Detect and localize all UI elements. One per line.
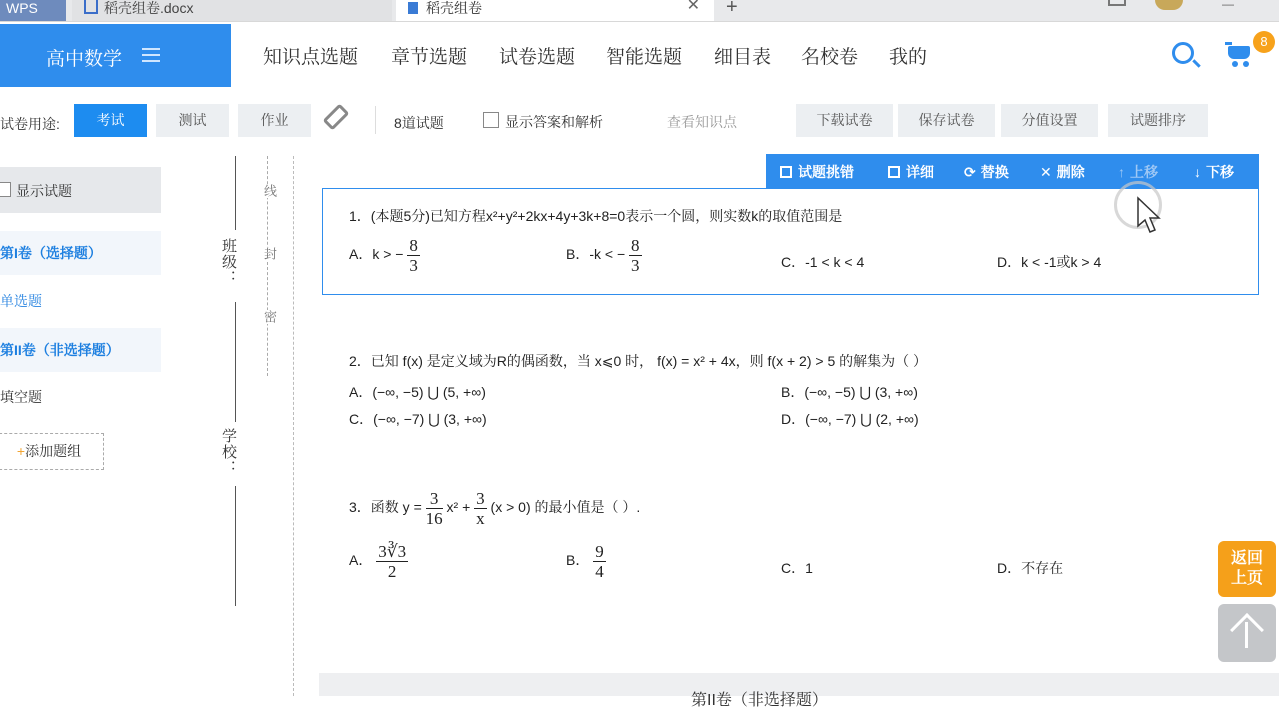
replace-button[interactable] xyxy=(964,162,1009,182)
brand-header xyxy=(0,24,231,87)
word-doc-icon xyxy=(84,0,98,14)
question-1-option-c[interactable]: C．-1 < k < 4 xyxy=(781,254,865,270)
minimize-icon[interactable]: — xyxy=(1222,0,1234,11)
move-up-label: 上移 xyxy=(1130,164,1158,180)
divider xyxy=(375,106,376,134)
paper-toolbar xyxy=(0,92,1279,148)
question-3-option-a[interactable] xyxy=(349,542,408,581)
tab-active-label: 稻壳组卷 xyxy=(426,0,482,16)
question-1-option-a[interactable] xyxy=(349,236,420,275)
show-answer-checkbox[interactable] xyxy=(483,112,499,128)
eraser-icon[interactable] xyxy=(318,104,352,138)
exam-button[interactable]: 考试 xyxy=(74,104,147,137)
section-title: 第II卷（非选择题） xyxy=(691,692,828,709)
question-3-option-b[interactable] xyxy=(566,542,606,581)
back-page-button[interactable] xyxy=(1218,541,1276,597)
fraction-numerator: 8 xyxy=(409,236,418,255)
subject-title[interactable]: 高中数学 xyxy=(46,49,123,70)
cart-badge: 8 xyxy=(1253,31,1275,53)
stem-suffix: (x > 0) 的最小值是（ ）. xyxy=(490,499,641,516)
nav-knowledge[interactable]: 知识点选题 xyxy=(263,47,359,68)
fraction xyxy=(593,542,606,581)
close-icon: ✕ xyxy=(1040,164,1052,180)
sidebar-item-fill[interactable]: 填空题 xyxy=(0,389,42,405)
fraction-denominator: 2 xyxy=(387,562,397,581)
show-questions-row[interactable] xyxy=(0,167,161,213)
move-up-button[interactable] xyxy=(1118,162,1158,182)
back-to-top-button[interactable] xyxy=(1218,604,1276,662)
tab-wps[interactable]: WPS xyxy=(0,0,66,21)
binding-line xyxy=(235,302,236,422)
tab-close-icon[interactable]: ✕ xyxy=(686,0,700,14)
fraction-numerator: 3 xyxy=(476,489,485,508)
seal-line-text: 线 xyxy=(262,184,277,198)
question-1-option-b[interactable] xyxy=(566,236,642,275)
nav-detail-table[interactable]: 细目表 xyxy=(714,47,772,68)
refresh-icon: ⟳ xyxy=(964,164,976,180)
fraction-denominator: x xyxy=(476,509,485,528)
arrow-up-icon: ↑ xyxy=(1118,164,1125,180)
report-error-label: 试题挑错 xyxy=(798,164,854,180)
sidebar-item-section1[interactable]: 第I卷（选择题） xyxy=(0,231,161,275)
stem-middle: x² + xyxy=(446,499,471,516)
list-icon xyxy=(888,166,900,178)
detail-button[interactable] xyxy=(888,162,934,182)
browser-tab-strip xyxy=(0,0,1279,22)
save-button[interactable]: 保存试卷 xyxy=(898,104,995,137)
top-navigation xyxy=(231,24,1279,87)
delete-label: 删除 xyxy=(1056,164,1085,180)
binding-line xyxy=(235,486,236,606)
fraction-denominator: 3 xyxy=(631,256,640,275)
show-questions-label: 显示试题 xyxy=(16,183,72,199)
fraction-numerator: 3∛3 xyxy=(378,542,407,561)
question-2-option-b[interactable]: B．(−∞, −5) ⋃ (3, +∞) xyxy=(781,384,918,400)
fraction-denominator: 4 xyxy=(595,562,604,581)
download-button[interactable]: 下载试卷 xyxy=(796,104,893,137)
delete-button[interactable] xyxy=(1040,162,1085,182)
move-down-label: 下移 xyxy=(1206,164,1234,180)
option-a-text: A． xyxy=(349,552,373,569)
option-b-text: B． xyxy=(566,552,590,569)
fraction xyxy=(407,236,420,275)
sidebar-item-section2[interactable]: 第II卷（非选择题） xyxy=(0,328,161,372)
seal-text: 封 xyxy=(262,247,277,261)
question-1-stem: 1．(本题5分)已知方程x²+y²+2kx+4y+3k+8=0表示一个圆，则实数k的取值范围是 xyxy=(349,208,843,224)
question-3-stem xyxy=(349,489,640,528)
school-label: 学校： xyxy=(220,428,237,476)
view-knowledge-link[interactable]: 查看知识点 xyxy=(667,114,737,130)
fraction-numerator: 9 xyxy=(595,542,604,561)
search-icon[interactable] xyxy=(1172,42,1194,64)
question-3-option-c[interactable]: C．1 xyxy=(781,560,813,576)
fraction xyxy=(629,236,642,275)
fraction xyxy=(474,489,487,528)
plus-icon: + xyxy=(16,443,26,459)
section-header-bar xyxy=(319,673,1279,709)
back-line1: 返回 xyxy=(1230,550,1263,567)
mouse-cursor-icon xyxy=(1138,198,1160,238)
add-group-button[interactable] xyxy=(0,433,104,470)
question-3-option-d[interactable]: D．不存在 xyxy=(997,560,1064,576)
user-avatar[interactable] xyxy=(1155,0,1183,10)
margin-dash-line xyxy=(293,156,294,696)
fraction-numerator: 3 xyxy=(426,489,443,509)
left-sidebar xyxy=(0,167,161,696)
fraction xyxy=(426,489,443,528)
list-icon xyxy=(780,166,792,178)
binding-line xyxy=(235,156,236,230)
tab-document[interactable] xyxy=(72,0,392,21)
nav-paper[interactable]: 试卷选题 xyxy=(499,47,576,68)
fraction-numerator: 8 xyxy=(631,236,640,255)
nav-smart[interactable]: 智能选题 xyxy=(606,47,683,68)
test-button[interactable]: 测试 xyxy=(156,104,229,137)
stem-prefix: 3．函数 y = xyxy=(349,499,422,516)
fraction xyxy=(376,542,408,581)
question-2-option-c[interactable]: C．(−∞, −7) ⋃ (3, +∞) xyxy=(349,411,487,427)
menu-icon[interactable] xyxy=(142,48,160,62)
fraction-denominator: 16 xyxy=(425,509,443,528)
tab-active[interactable] xyxy=(396,0,714,21)
window-icon[interactable] xyxy=(1108,0,1126,6)
question-count: 8道试题 xyxy=(394,115,444,131)
question-toolbar xyxy=(766,154,1259,188)
homework-button[interactable]: 作业 xyxy=(238,104,311,137)
nav-famous-school[interactable]: 名校卷 xyxy=(801,47,859,68)
new-tab-icon[interactable]: + xyxy=(726,0,738,18)
detail-label: 详细 xyxy=(906,164,934,180)
option-a-text: A．k > − xyxy=(349,246,404,263)
usage-label: 试卷用途: xyxy=(0,116,60,132)
nav-chapter[interactable]: 章节选题 xyxy=(391,47,468,68)
tab-document-label: 稻壳组卷.docx xyxy=(104,0,194,16)
option-b-text: B．-k < − xyxy=(566,246,626,263)
replace-label: 替换 xyxy=(980,164,1009,180)
sort-button[interactable]: 试题排序 xyxy=(1108,104,1208,137)
report-error-button[interactable] xyxy=(780,162,854,182)
sidebar-item-single[interactable]: 单选题 xyxy=(0,293,42,309)
nav-mine[interactable]: 我的 xyxy=(889,47,928,68)
arrow-down-icon: ↓ xyxy=(1194,164,1201,180)
bookmark-icon xyxy=(408,2,418,14)
show-answer-label[interactable]: 显示答案和解析 xyxy=(505,114,603,130)
question-2-option-d[interactable]: D．(−∞, −7) ⋃ (2, +∞) xyxy=(781,411,919,427)
add-group-label: 添加题组 xyxy=(25,443,82,459)
secret-text: 密 xyxy=(262,310,277,324)
score-settings-button[interactable]: 分值设置 xyxy=(1001,104,1098,137)
back-line2: 上页 xyxy=(1230,570,1263,587)
show-questions-checkbox[interactable] xyxy=(0,182,11,197)
class-label: 班级： xyxy=(220,238,237,286)
fraction-denominator: 3 xyxy=(409,256,418,275)
question-1-option-d[interactable]: D．k < -1或k > 4 xyxy=(997,254,1102,270)
question-2-stem: 2．已知 f(x) 是定义域为R的偶函数，当 x⩽0 时， f(x) = x² + 4x，则 f(x + 2) > 5 的解集为（ ） xyxy=(349,353,928,369)
question-2-option-a[interactable]: A．(−∞, −5) ⋃ (5, +∞) xyxy=(349,384,486,400)
move-down-button[interactable] xyxy=(1194,162,1234,182)
